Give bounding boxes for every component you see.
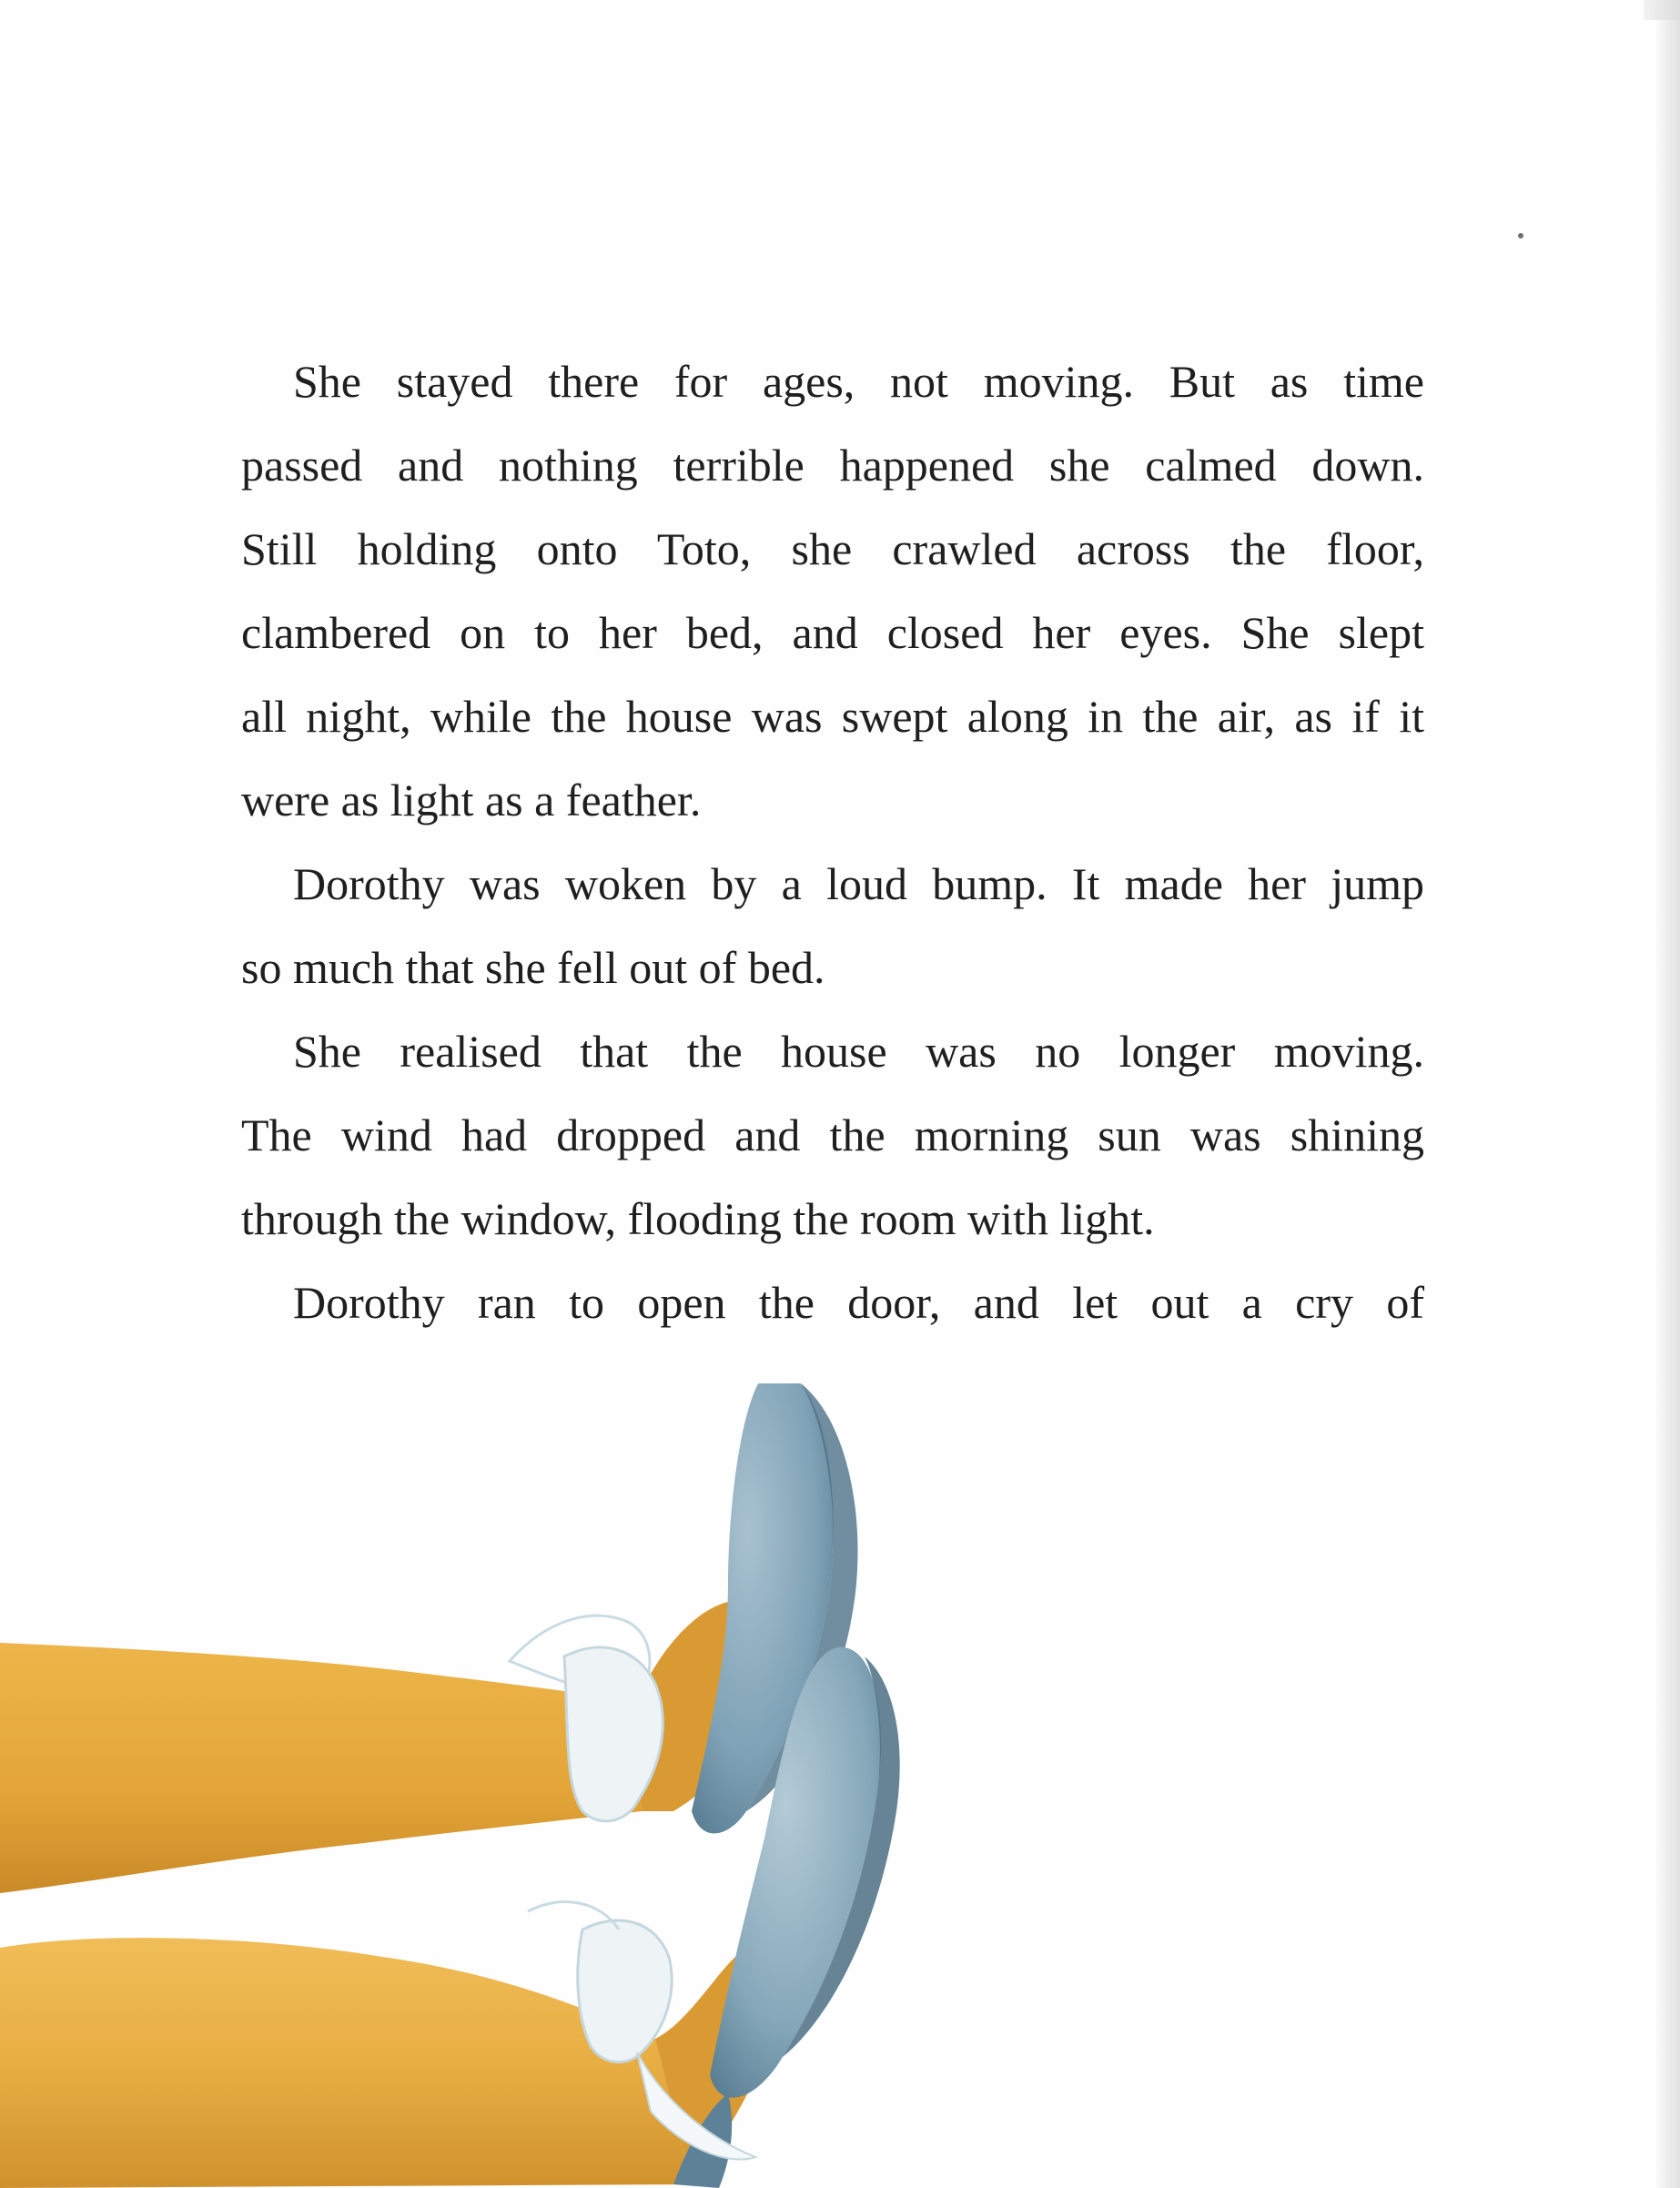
text-line: through the window, flooding the room with light.	[241, 1193, 1155, 1244]
page-corner-shadow	[1644, 0, 1680, 20]
paragraph-2	[241, 842, 1424, 1009]
text-line: passed and nothing terrible happened she calmed down.	[241, 440, 1424, 491]
story-text	[241, 339, 1424, 1344]
legs-blue-slippers-illustration	[0, 1383, 1001, 2188]
paragraph-3	[241, 1009, 1424, 1261]
page-edge-shadow	[1656, 0, 1680, 2188]
text-line: She realised that the house was no longer moving.	[293, 1026, 1424, 1077]
text-line: were as light as a feather.	[241, 775, 702, 826]
paragraph-4	[241, 1261, 1424, 1344]
scan-speck	[1518, 233, 1523, 238]
text-line: Dorothy was woken by a loud bump. It made her jump	[293, 858, 1424, 909]
text-line: Still holding onto Toto, she crawled across the floor,	[241, 523, 1424, 574]
paragraph-1	[241, 339, 1424, 842]
text-line: clambered on to her bed, and closed her eyes. She slept	[241, 607, 1424, 658]
text-line: all night, while the house was swept along in the air, as if it	[241, 691, 1424, 742]
text-line: Dorothy ran to open the door, and let out a cry of	[293, 1277, 1424, 1328]
text-line: The wind had dropped and the morning sun was shining	[241, 1109, 1424, 1160]
text-line: so much that she fell out of bed.	[241, 942, 825, 993]
text-line: She stayed there for ages, not moving. But as time	[293, 356, 1424, 407]
